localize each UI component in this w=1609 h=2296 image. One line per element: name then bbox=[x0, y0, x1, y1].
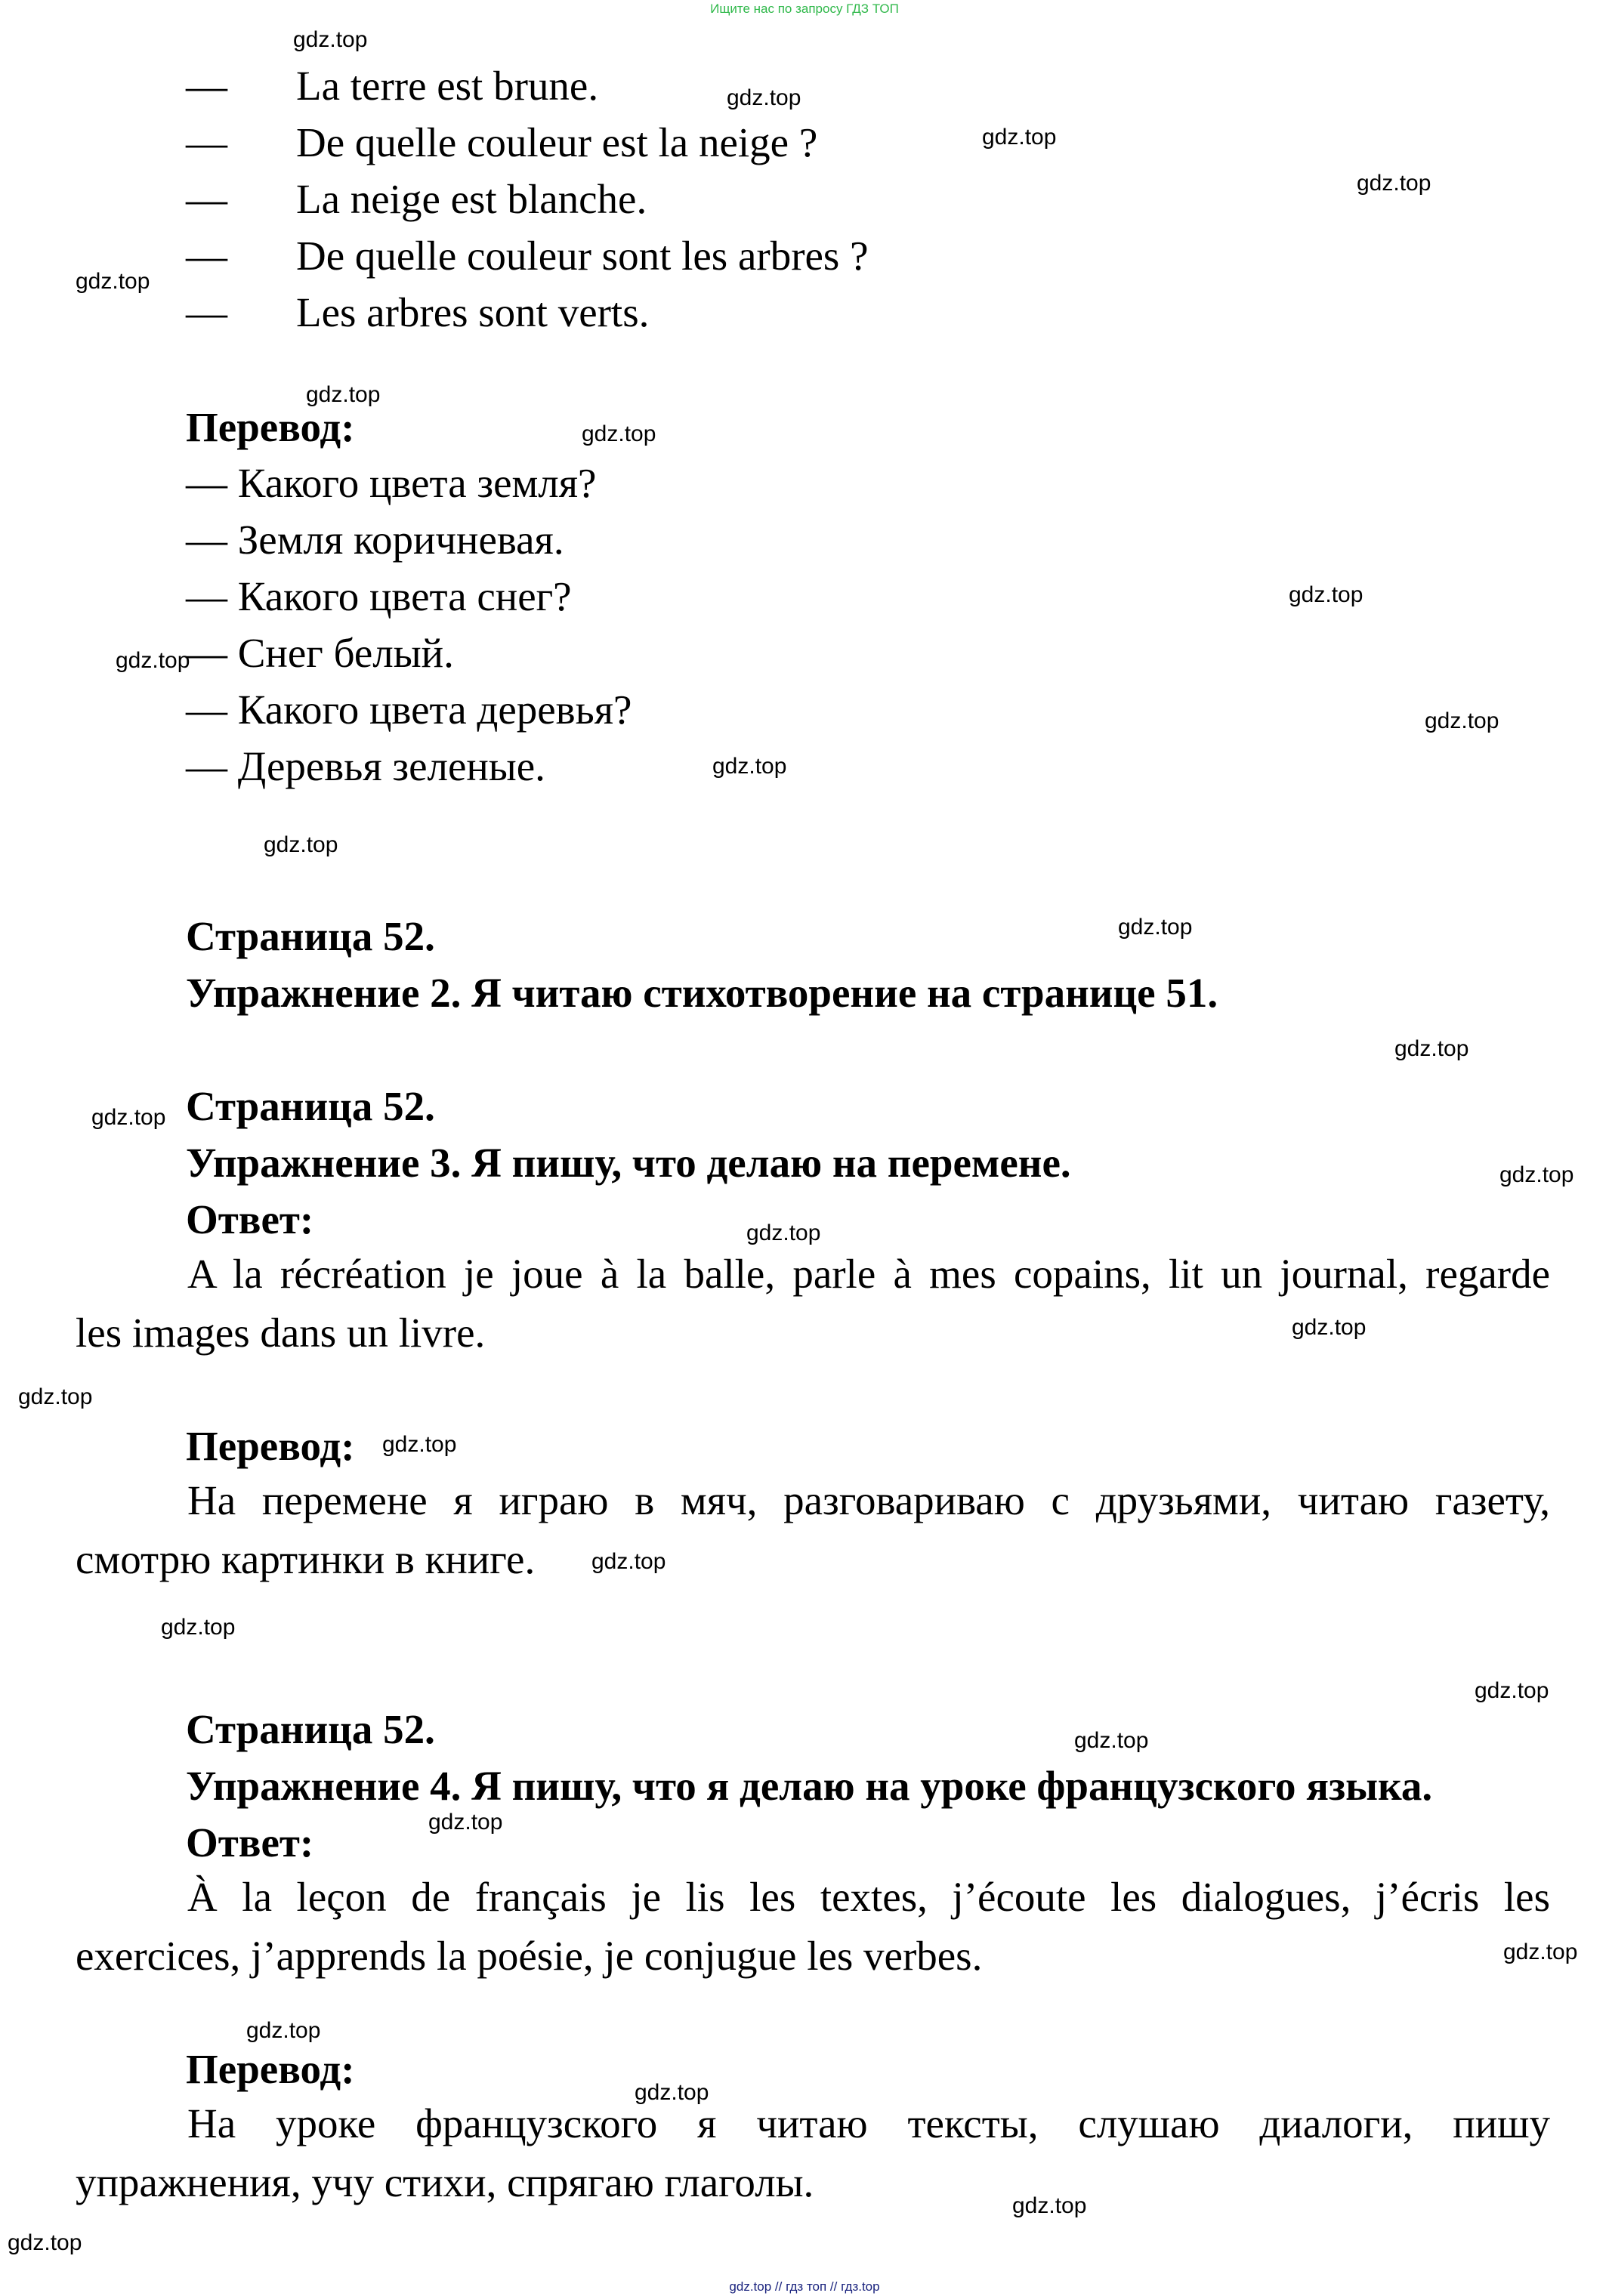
watermark: gdz.top bbox=[712, 754, 787, 779]
watermark: gdz.top bbox=[91, 1105, 166, 1130]
watermark: gdz.top bbox=[1292, 1315, 1367, 1340]
dialogue-line: Les arbres sont verts. bbox=[296, 289, 650, 335]
answer-text: A la récréation je joue à la balle, parle à mes copains, lit un journal, regarde bbox=[187, 1251, 1550, 1297]
watermark: gdz.top bbox=[428, 1810, 503, 1835]
answer-heading: Ответ: bbox=[186, 1196, 314, 1242]
answer-text-end: les images dans un livre. bbox=[76, 1310, 486, 1356]
watermark: gdz.top bbox=[1503, 1940, 1578, 1964]
translation-heading: Перевод: bbox=[186, 2046, 355, 2092]
translation-line: — Какого цвета снег? bbox=[186, 573, 572, 619]
watermark: gdz.top bbox=[8, 2230, 82, 2255]
page-heading: Страница 52. bbox=[186, 1706, 435, 1752]
answer-paragraph bbox=[76, 1245, 1550, 1302]
answer-paragraph bbox=[76, 1869, 1550, 1925]
watermark: gdz.top bbox=[246, 2018, 321, 2043]
dialogue-dash: — bbox=[186, 176, 227, 222]
page-heading: Страница 52. bbox=[186, 913, 435, 959]
dialogue-dash: — bbox=[186, 63, 227, 109]
watermark: gdz.top bbox=[293, 27, 368, 52]
answer-text: À la leçon de français je lis les textes, j’écoute les dialogues, j’écris les bbox=[187, 1874, 1550, 1920]
translation-line: — Земля коричневая. bbox=[186, 517, 564, 563]
translation-line: — Снег белый. bbox=[186, 630, 454, 676]
watermark: gdz.top bbox=[1289, 582, 1363, 607]
exercise-title: Упражнение 3. Я пишу, что делаю на перемене. bbox=[186, 1140, 1071, 1186]
watermark: gdz.top bbox=[582, 421, 656, 446]
exercise-title: Упражнение 4. Я пишу, что я делаю на уроке французского языка. bbox=[186, 1763, 1433, 1809]
dialogue-line: De quelle couleur sont les arbres ? bbox=[296, 233, 869, 279]
translation-line: — Какого цвета деревья? bbox=[186, 687, 632, 733]
watermark: gdz.top bbox=[746, 1221, 821, 1245]
dialogue-line: La neige est blanche. bbox=[296, 176, 647, 222]
watermark: gdz.top bbox=[264, 832, 338, 857]
watermark: gdz.top bbox=[1074, 1728, 1149, 1753]
watermark: gdz.top bbox=[382, 1432, 457, 1457]
dialogue-dash: — bbox=[186, 289, 227, 335]
top-banner: Ищите нас по запросу ГДЗ ТОП bbox=[710, 2, 899, 16]
watermark: gdz.top bbox=[635, 2080, 709, 2105]
page-heading: Страница 52. bbox=[186, 1083, 435, 1129]
translation-text: На уроке французского я читаю тексты, слушаю диалоги, пишу bbox=[187, 2100, 1550, 2146]
watermark: gdz.top bbox=[1425, 708, 1499, 733]
watermark: gdz.top bbox=[18, 1384, 93, 1409]
translation-paragraph bbox=[76, 2095, 1550, 2152]
watermark: gdz.top bbox=[1012, 2193, 1087, 2218]
watermark: gdz.top bbox=[161, 1615, 236, 1640]
translation-heading: Перевод: bbox=[186, 1423, 355, 1469]
exercise-title: Упражнение 2. Я читаю стихотворение на странице 51. bbox=[186, 970, 1218, 1016]
dialogue-dash: — bbox=[186, 119, 227, 165]
translation-heading: Перевод: bbox=[186, 404, 355, 450]
watermark: gdz.top bbox=[1118, 915, 1193, 940]
bottom-banner: gdz.top // гдз топ // гдз.top bbox=[729, 2279, 880, 2294]
dialogue-line: De quelle couleur est la neige ? bbox=[296, 119, 818, 165]
translation-paragraph bbox=[76, 1472, 1550, 1529]
watermark: gdz.top bbox=[1394, 1036, 1469, 1061]
translation-text-end: упражнения, учу стихи, спрягаю глаголы. bbox=[76, 2159, 814, 2205]
translation-line: — Какого цвета земля? bbox=[186, 460, 597, 506]
answer-text-end: exercices, j’apprends la poésie, je conjugue les verbes. bbox=[76, 1933, 983, 1979]
translation-text: На перемене я играю в мяч, разговариваю с друзьями, читаю газету, bbox=[187, 1477, 1550, 1523]
watermark: gdz.top bbox=[591, 1549, 666, 1574]
watermark: gdz.top bbox=[1357, 171, 1431, 196]
watermark: gdz.top bbox=[727, 85, 801, 110]
watermark: gdz.top bbox=[306, 382, 381, 407]
watermark: gdz.top bbox=[1475, 1678, 1549, 1703]
translation-line: — Деревья зеленые. bbox=[186, 743, 545, 789]
watermark: gdz.top bbox=[1499, 1162, 1574, 1187]
watermark: gdz.top bbox=[76, 269, 150, 294]
dialogue-dash: — bbox=[186, 233, 227, 279]
watermark: gdz.top bbox=[116, 648, 190, 673]
answer-heading: Ответ: bbox=[186, 1819, 314, 1866]
watermark: gdz.top bbox=[982, 125, 1057, 150]
dialogue-line: La terre est brune. bbox=[296, 63, 599, 109]
translation-text-end: смотрю картинки в книге. bbox=[76, 1536, 536, 1582]
